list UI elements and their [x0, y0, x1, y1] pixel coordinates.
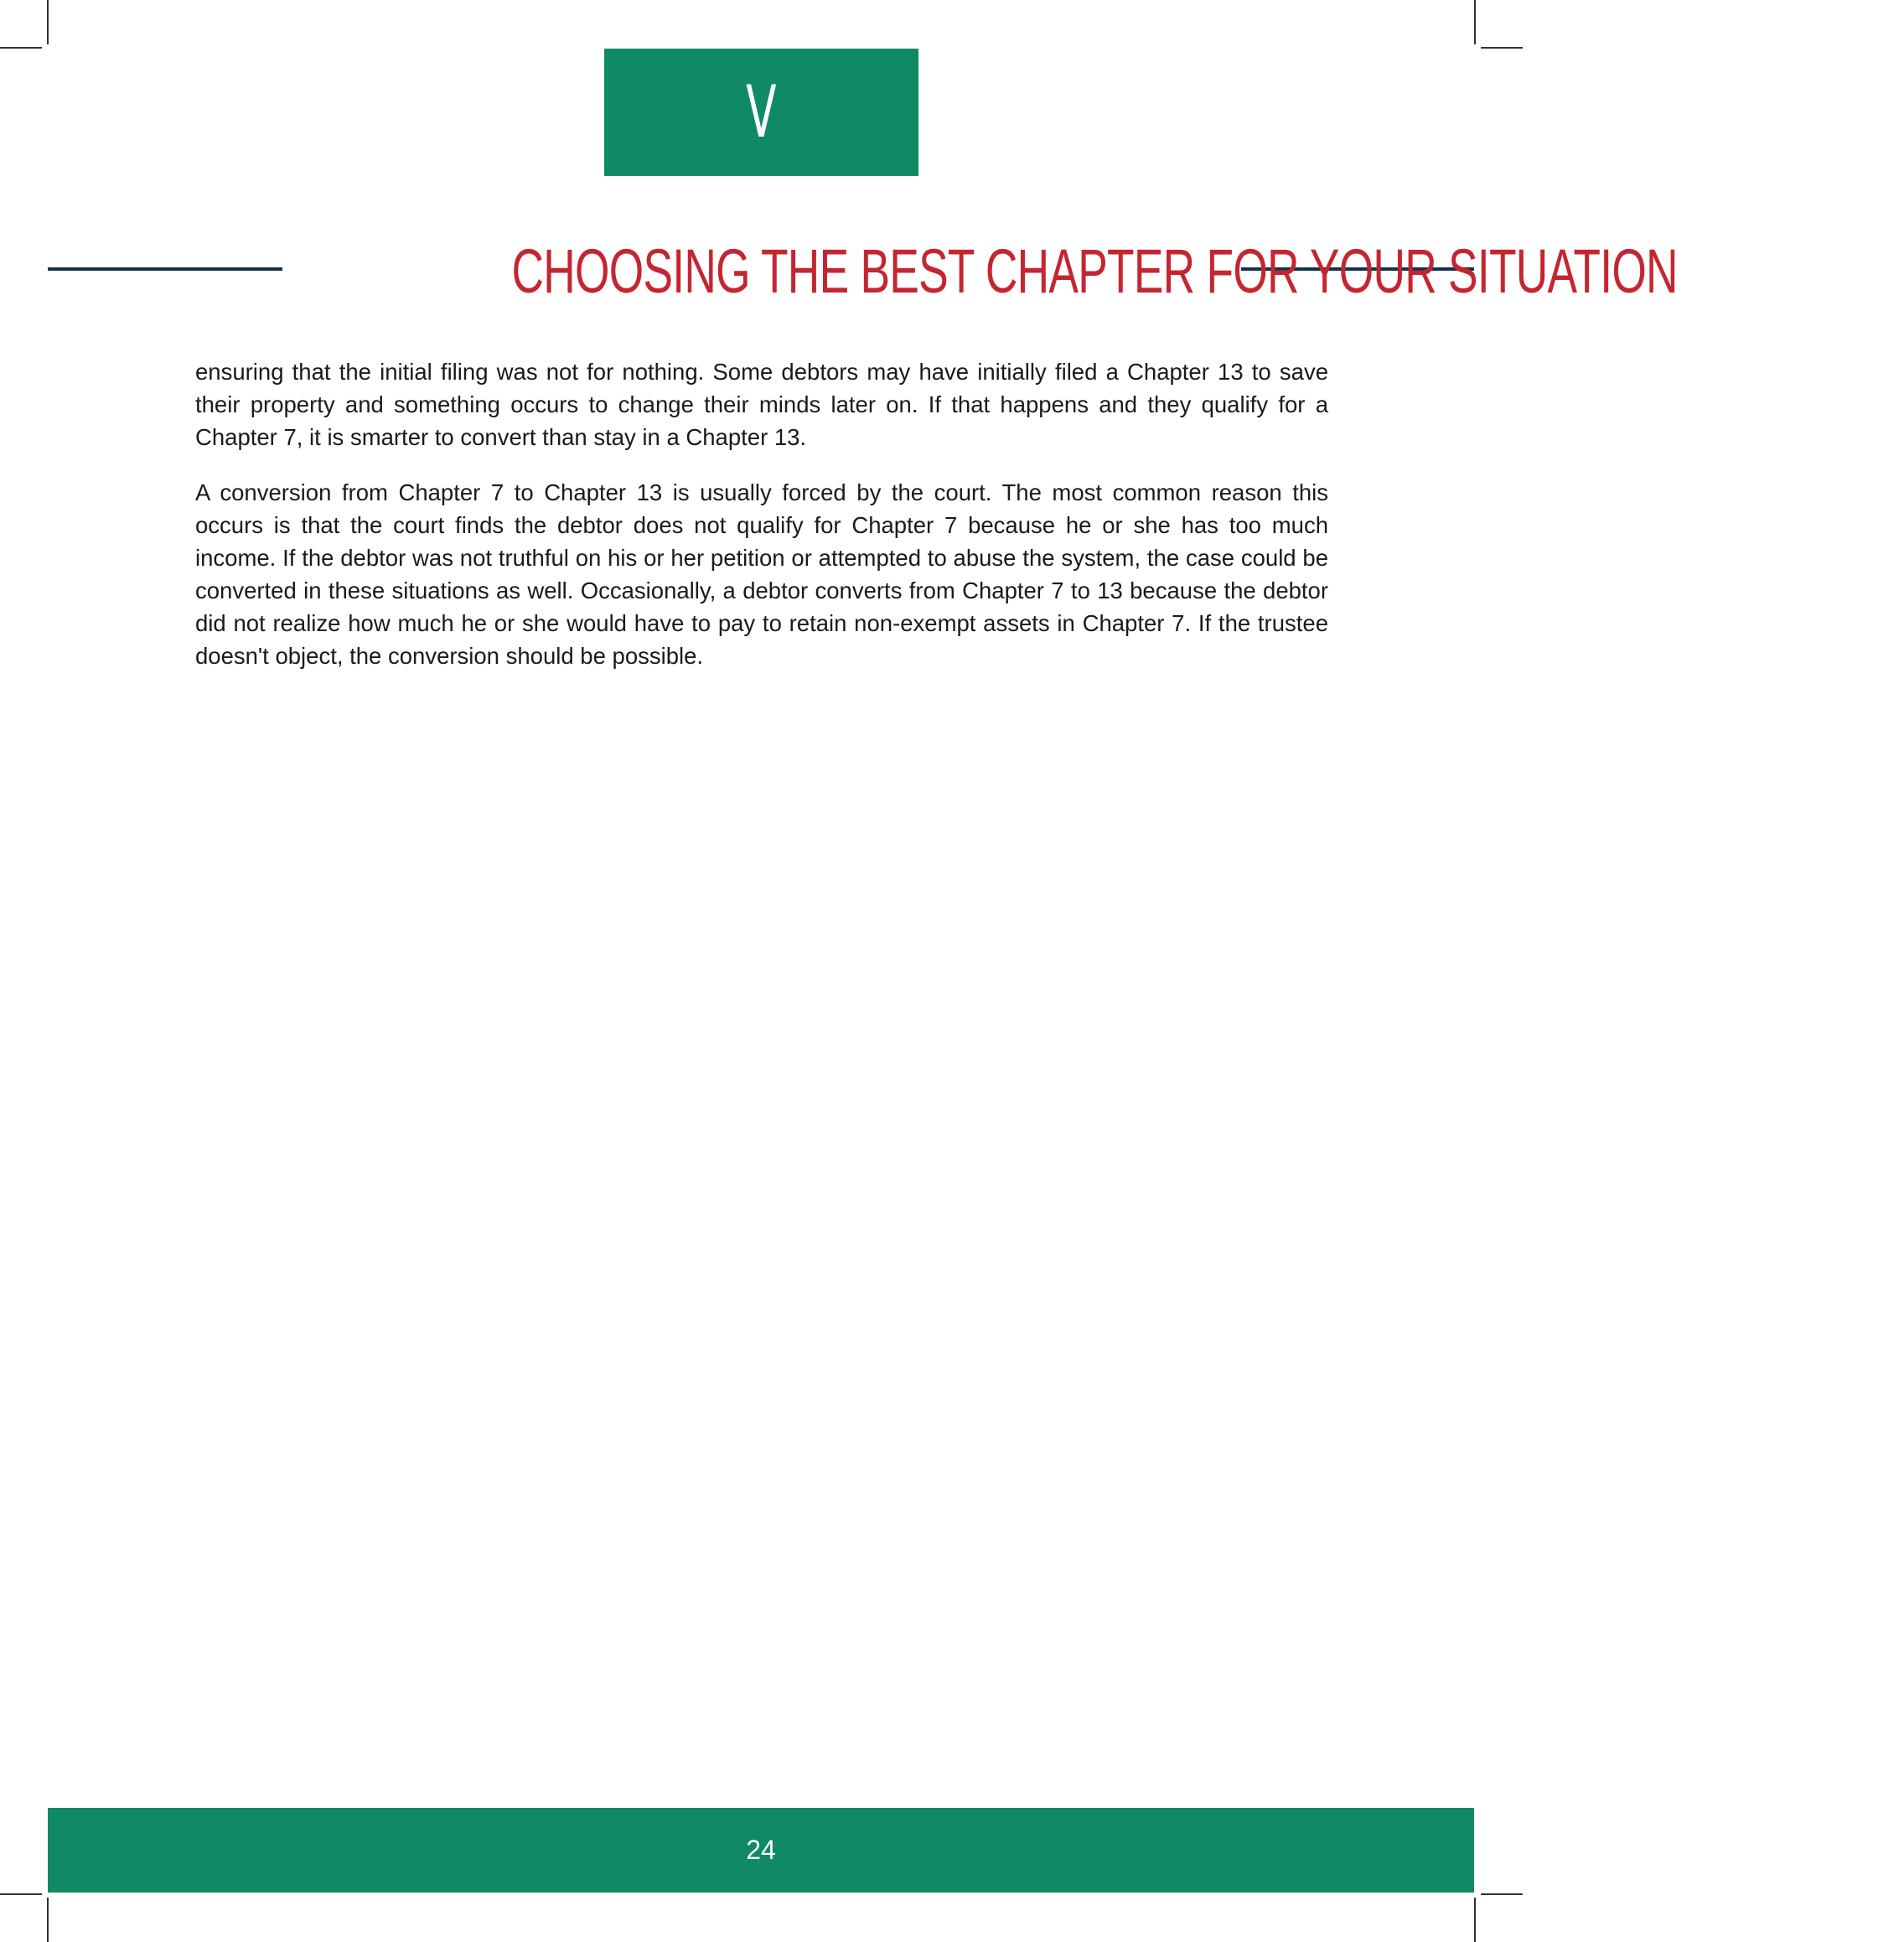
- page-title: [285, 236, 1678, 306]
- crop-mark: [0, 1893, 42, 1895]
- title-rule-left: [48, 267, 282, 271]
- page-number: 24: [746, 1835, 776, 1865]
- crop-mark: [47, 1898, 49, 1942]
- crop-mark: [1474, 1898, 1476, 1942]
- page-title-text: CHOOSING THE BEST CHAPTER FOR YOUR SITUATION: [511, 236, 1678, 306]
- chapter-numeral: V: [746, 70, 777, 154]
- crop-mark: [0, 47, 42, 49]
- crop-mark: [1481, 47, 1523, 49]
- footer-bar: [48, 1808, 1474, 1893]
- crop-mark: [1481, 1893, 1523, 1895]
- crop-mark: [47, 0, 49, 44]
- chapter-number-box: [604, 49, 918, 176]
- body-text: [195, 355, 1328, 695]
- paragraph: ensuring that the initial filing was not for nothing. Some debtors may have initially filed a Chapter 13 to save their property and something occurs to change their minds later on. If that happens and they qualify for a Chapter 7, it is smarter to convert than stay in a Chapter 13.: [195, 359, 1328, 450]
- crop-mark: [1474, 0, 1476, 44]
- paragraph: A conversion from Chapter 7 to Chapter 13 is usually forced by the court. The most common reason this occurs is that the court finds the debtor does not qualify for Chapter 7 because he or she has too much income. If the debtor was not truthful on his or her petition or attempted to abuse the system, the case could be converted in these situations as well. Occasionally, a debtor converts from Chapter 7 to 13 because the debtor did not realize how much he or she would have to pay to retain non-exempt assets in Chapter 7. If the trustee doesn't object, the conversion should be possible.: [195, 479, 1328, 669]
